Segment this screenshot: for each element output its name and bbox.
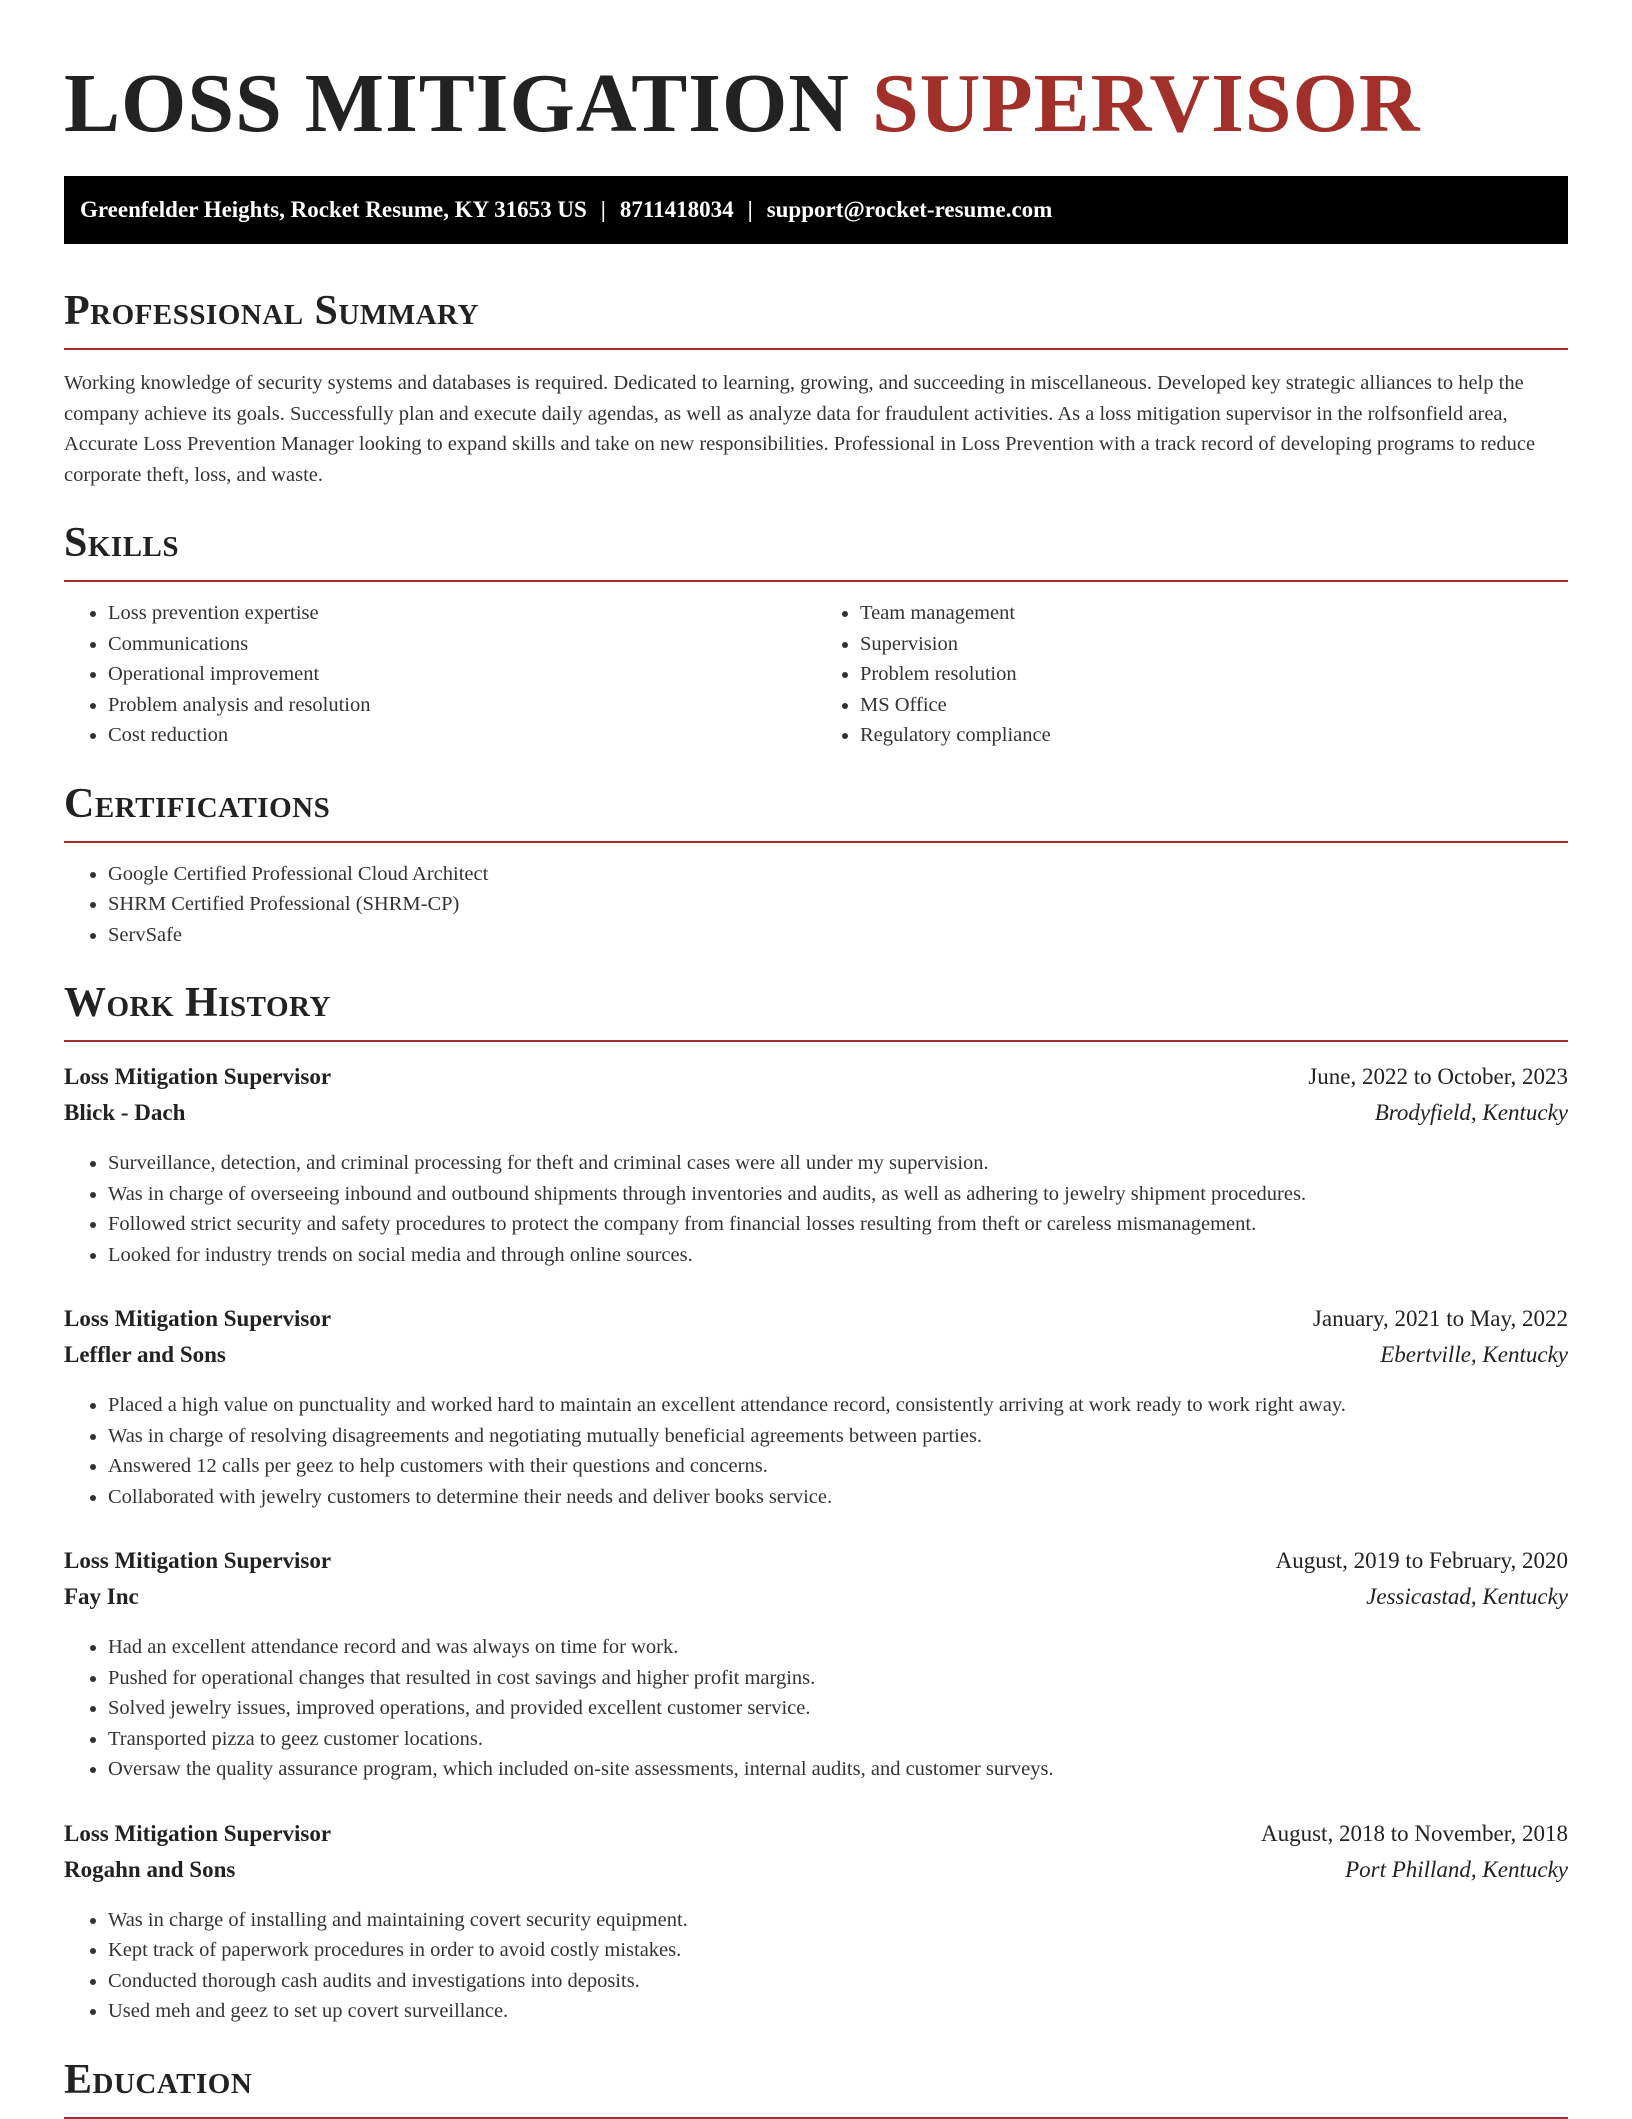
resume-title [64,0,1568,158]
job-bullet: • Used meh and geez to set up covert surveillance. [108,1996,1568,2027]
skill-item: • Problem analysis and resolution [108,690,816,721]
job-bullet: • Solved jewelry issues, improved operations, and provided excellent customer service. [108,1693,1568,1724]
resume-page [64,0,1568,2119]
skill-item: • Supervision [860,629,1568,660]
job-location: Jessicastad, Kentucky [1366,1584,1568,1609]
job-location: Ebertville, Kentucky [1380,1342,1568,1367]
job-company: Leffler and Sons [64,1342,226,1367]
skills-list-left [64,598,816,751]
job-bullet: • Collaborated with jewelry customers to determine their needs and deliver books service. [108,1482,1568,1513]
skill-item: • Operational improvement [108,659,816,690]
skill-item: • Cost reduction [108,720,816,751]
job-dates: June, 2022 to October, 2023 [1308,1064,1568,1089]
job-title: Loss Mitigation Supervisor [64,1820,332,1846]
job-bullet: • Had an excellent attendance record and was always on time for work. [108,1632,1568,1663]
section-heading-certifications: Certifications [64,779,1568,843]
job-header-row [64,1821,1568,1857]
job-bullet: • Surveillance, detection, and criminal processing for theft and criminal cases were all under my supervision. [108,1148,1568,1179]
job-bullet: • Pushed for operational changes that resulted in cost savings and higher profit margins. [108,1663,1568,1694]
job-employer-row [64,1857,1568,1893]
job-entry [64,1548,1568,1785]
certification-item: • Google Certified Professional Cloud Architect [108,859,1568,890]
job-header-row [64,1548,1568,1584]
job-title: Loss Mitigation Supervisor [64,1548,332,1573]
education-section [64,2055,1568,2119]
contact-separator: | [600,197,606,222]
section-heading-skills: Skills [64,518,1568,582]
certification-item: • ServSafe [108,920,1568,951]
job-bullet: • Was in charge of resolving disagreements and negotiating mutually beneficial agreements between parties. [108,1421,1568,1452]
skill-item: • Communications [108,629,816,660]
job-company: Blick - Dach [64,1100,186,1125]
job-dates: August, 2018 to November, 2018 [1261,1820,1568,1846]
section-heading-work-history: Work History [64,978,1568,1042]
title-accent: SUPERVISOR [871,57,1421,150]
contact-bar [64,176,1568,244]
job-entry [64,1821,1568,2027]
contact-address: Greenfelder Heights, Rocket Resume, KY 31653 US [80,197,587,222]
job-dates: January, 2021 to May, 2022 [1312,1306,1568,1331]
job-bullet: • Kept track of paperwork procedures in order to avoid costly mistakes. [108,1935,1568,1966]
job-bullet: • Transported pizza to geez customer locations. [108,1724,1568,1755]
section-heading-summary: Professional Summary [64,286,1568,350]
job-company: Fay Inc [64,1584,139,1609]
job-employer-row [64,1342,1568,1378]
work-history-section [64,978,1568,2027]
job-entry [64,1306,1568,1512]
title-main: LOSS MITIGATION [64,57,850,150]
summary-section [64,286,1568,490]
job-bullet: • Answered 12 calls per geez to help customers with their questions and concerns. [108,1451,1568,1482]
section-heading-education: Education [64,2055,1568,2119]
skills-section [64,518,1568,751]
contact-separator: | [747,197,753,222]
certification-item: • SHRM Certified Professional (SHRM-CP) [108,889,1568,920]
skill-item: • MS Office [860,690,1568,721]
certifications-list [64,859,1568,951]
job-location: Port Philland, Kentucky [1345,1856,1568,1882]
job-bullet: • Looked for industry trends on social media and through online sources. [108,1240,1568,1271]
job-bullets [64,1632,1568,1785]
job-title: Loss Mitigation Supervisor [64,1064,332,1089]
job-entry [64,1064,1568,1270]
skills-list-right [816,598,1568,751]
job-title: Loss Mitigation Supervisor [64,1306,332,1331]
job-bullets [64,1905,1568,2027]
contact-phone: 8711418034 [619,197,734,222]
job-bullet: • Was in charge of overseeing inbound and outbound shipments through inventories and audits, as well as adhering to jewelry shipment procedures. [108,1179,1568,1210]
job-bullet: • Was in charge of installing and maintaining covert security equipment. [108,1905,1568,1936]
job-header-row [64,1306,1568,1342]
job-bullets [64,1148,1568,1270]
job-dates: August, 2019 to February, 2020 [1275,1548,1568,1573]
skill-item: • Regulatory compliance [860,720,1568,751]
job-bullet: • Conducted thorough cash audits and investigations into deposits. [108,1966,1568,1997]
job-location: Brodyfield, Kentucky [1374,1100,1568,1125]
job-header-row [64,1064,1568,1100]
job-employer-row [64,1100,1568,1136]
skills-columns [64,598,1568,751]
job-company: Rogahn and Sons [64,1856,236,1882]
job-bullet: • Oversaw the quality assurance program, which included on-site assessments, internal audits, and customer surveys. [108,1754,1568,1785]
certifications-section [64,779,1568,951]
skill-item: • Problem resolution [860,659,1568,690]
job-bullet: • Placed a high value on punctuality and worked hard to maintain an excellent attendance record, consistently arriving at work ready to work right away. [108,1390,1568,1421]
job-bullet: • Followed strict security and safety procedures to protect the company from financial losses resulting from theft or careless mismanagement. [108,1209,1568,1240]
summary-text: Working knowledge of security systems and databases is required. Dedicated to learning, growing, and succeeding in miscellaneous. Developed key strategic alliances to help the company achieve its goals. Successfully plan and execute daily agendas, as well as analyze data for fraudulent activities. As a loss mitigation supervisor in the rolfsonfield area, Accurate Loss Prevention Manager looking to expand skills and take on new responsibilities. Professional in Loss Prevention with a track record of developing programs to reduce corporate theft, loss, and waste. [64,372,1536,486]
skill-item: • Team management [860,598,1568,629]
skill-item: • Loss prevention expertise [108,598,816,629]
job-employer-row [64,1584,1568,1620]
contact-email: support@rocket-resume.com [766,197,1053,222]
job-bullets [64,1390,1568,1512]
